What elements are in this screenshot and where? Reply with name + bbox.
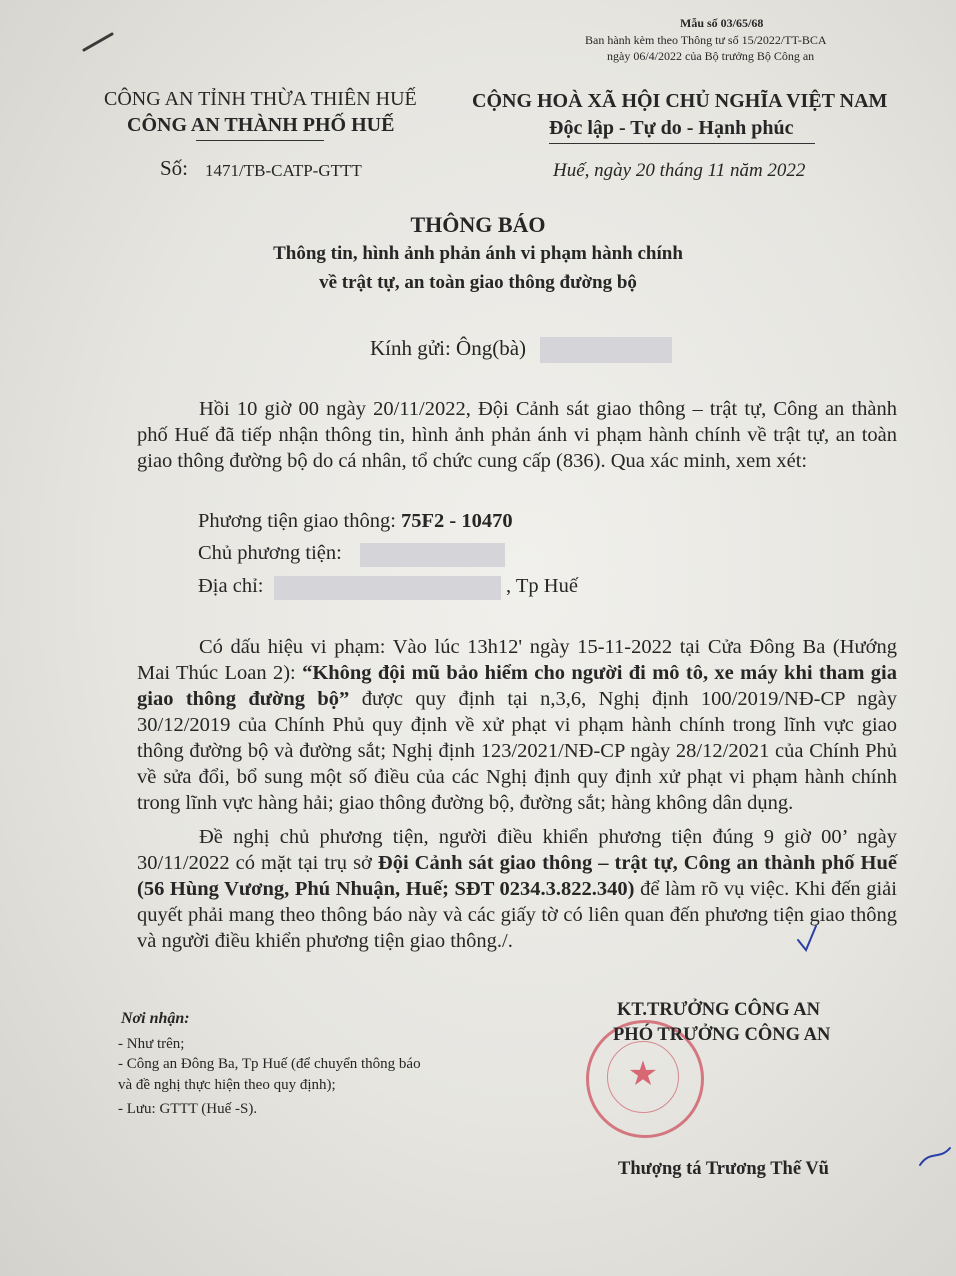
intro-paragraph: Hồi 10 giờ 00 ngày 20/11/2022, Đội Cảnh sát giao thông – trật tự, Công an thành phố Huế đã tiếp nhận thông tin, hình ảnh phản ánh vi phạm hành chính về trật tự, an toàn giao thông đường bộ do cá nhân, tổ chức cung cấp (836). Qua xác minh, xem xét: <box>137 398 897 472</box>
address-city: , Tp Huế <box>506 575 578 597</box>
form-issued-line-1: Ban hành kèm theo Thông tư số 15/2022/TT-BCA <box>585 33 827 47</box>
star-icon: ★ <box>627 1056 659 1093</box>
republic-header: CỘNG HOÀ XÃ HỘI CHỦ NGHĨA VIỆT NAM <box>472 90 888 112</box>
place-date: Huế, ngày 20 tháng 11 năm 2022 <box>553 160 806 181</box>
recipient-item: và đề nghị thực hiện theo quy định); <box>118 1077 336 1093</box>
national-motto: Độc lập - Tự do - Hạnh phúc <box>549 117 794 139</box>
checkmark-icon <box>798 926 816 950</box>
agency-parent: CÔNG AN TỈNH THỪA THIÊN HUẾ <box>104 88 417 110</box>
document-subtitle-line-1: Thông tin, hình ảnh phản ánh vi phạm hành chính <box>273 243 683 264</box>
recipient-item: - Lưu: GTTT (Huế -S). <box>118 1101 258 1117</box>
document-subtitle-line-2: về trật tự, an toàn giao thông đường bộ <box>319 272 637 293</box>
recipients-title: Nơi nhận: <box>121 1010 190 1027</box>
signature-stroke <box>920 1148 950 1165</box>
recipient-label: Kính gửi: Ông(bà) <box>370 336 527 360</box>
pen-stroke-mark <box>84 34 112 50</box>
request-intro: Đề nghị chủ phương tiện, người điều khiển phương tiện đúng 9 giờ 00’ ngày 30/11/2022 có mặt tại trụ sở <box>137 826 897 874</box>
violation-legal-basis: được quy định tại n,3,6, Nghị định 100/2019/NĐ-CP ngày 30/12/2019 của Chính Phủ quy định về xử phạt vi phạm hành chính trong lĩnh vực giao thông đường bộ và đường sắt; Nghị định 123/2021/NĐ-CP ngày 28/12/2021 của Chính Phủ về sửa đổi, bổ sung một số điều của các Nghị định quy định xử phạt vi phạm hành chính trong lĩnh vực hàng hải; giao thông đường bộ, đường sắt; hàng không dân dụng. <box>137 688 897 814</box>
recipient-item: - Như trên; <box>118 1036 185 1052</box>
form-number: Mẫu số 03/65/68 <box>680 16 764 30</box>
request-place: Đội Cảnh sát giao thông – trật tự, Công an thành phố Huế (56 Hùng Vương, Phú Nhuận, Huế; SĐT 0234.3.822.340) <box>137 852 897 900</box>
violation-intro: Có dấu hiệu vi phạm: Vào lúc 13h12' ngày 15-11-2022 tại Cửa Đông Ba (Hướng Mai Thúc Loan 2): <box>137 636 897 684</box>
signatory-title-1: KT.TRƯỞNG CÔNG AN <box>617 1000 820 1020</box>
doc-number-label: Số: <box>160 156 189 180</box>
violation-quote: “Không đội mũ bảo hiểm cho người đi mô tô, xe máy khi tham gia giao thông đường bộ” <box>137 662 897 710</box>
address-label: Địa chỉ: <box>198 575 264 597</box>
signer-name: Thượng tá Trương Thế Vũ <box>618 1159 829 1179</box>
agency-name: CÔNG AN THÀNH PHỐ HUẾ <box>127 114 395 136</box>
vehicle-plate: 75F2 - 10470 <box>401 510 513 532</box>
request-rest: để làm rõ vụ việc. Khi đến giải quyết phải mang theo thông báo này và các giấy tờ có liên quan đến phương tiện giao thông và người điều khiển phương tiện giao thông./. <box>137 878 897 952</box>
owner-label: Chủ phương tiện: <box>198 542 342 564</box>
recipient-item: - Công an Đông Ba, Tp Huế (để chuyển thông báo <box>118 1056 421 1072</box>
signatory-title-2: PHÓ TRƯỞNG CÔNG AN <box>613 1025 831 1045</box>
form-issued-line-2: ngày 06/4/2022 của Bộ trưởng Bộ Công an <box>607 49 815 63</box>
document-title: THÔNG BÁO <box>410 212 546 237</box>
doc-number: 1471/TB-CATP-GTTT <box>205 161 362 180</box>
vehicle-label: Phương tiện giao thông: <box>198 510 396 532</box>
